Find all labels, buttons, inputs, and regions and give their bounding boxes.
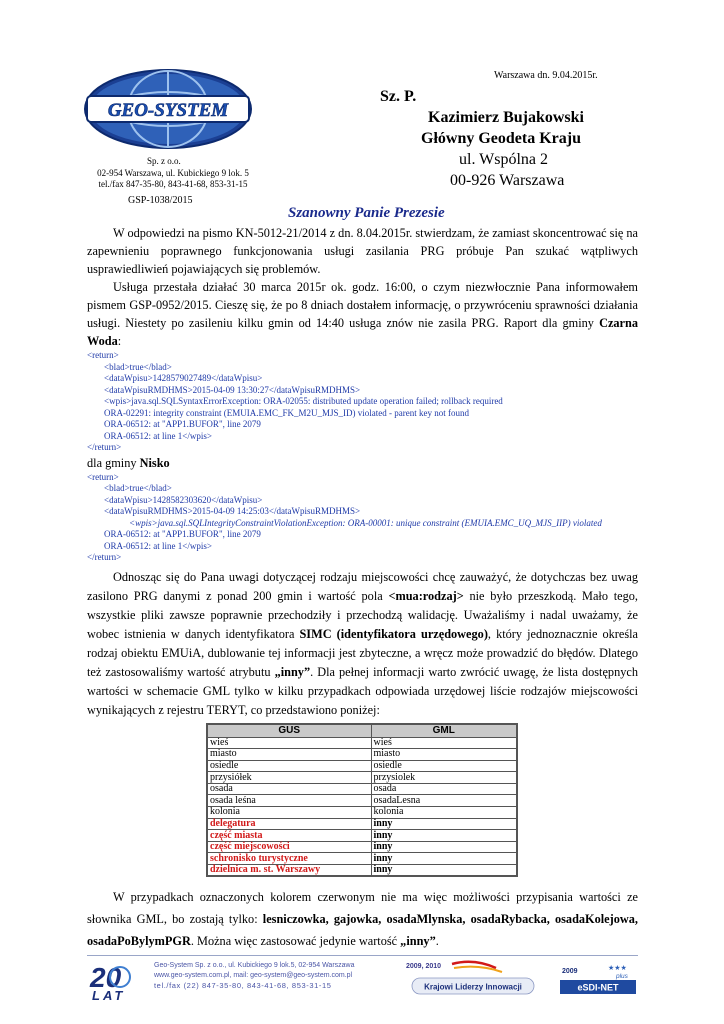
- gml-cell: inny: [371, 853, 517, 865]
- p3-identifier: (identyfikatora urzędowego): [336, 626, 488, 641]
- logo-text: GEO-SYSTEM: [107, 100, 229, 121]
- gus-cell: część miejscowości: [207, 841, 371, 853]
- closing-text: W przypadkach oznaczonych kolorem czerwonym nie ma więc możliwości przypisania wartości ze słownika GML, bo zostają tylko:: [87, 890, 638, 926]
- table-row: [207, 772, 517, 784]
- p3-inny: „inny”: [274, 664, 311, 679]
- company-address-block: [84, 168, 262, 190]
- xml-line: <wpis>java.sql.SQLSyntaxErrorException: ORA-02055: distributed update operation failed; rollback required: [104, 396, 503, 406]
- gus-cell: osada: [207, 783, 371, 795]
- letter-date: Warszawa dn. 9.04.2015r.: [494, 70, 598, 81]
- gus-cell: przysiółek: [207, 772, 371, 784]
- esdi-name: eSDI-NET: [577, 982, 619, 993]
- p3-text: nie było przeszkodą. Mało tego, wszystkie pliki zawsze poprawnie przechodziły i przechodzą walidację. Uważaliśmy i nadal uważamy, że wobec istnienia w danych identyfikatora: [87, 588, 639, 641]
- xml-line: </return>: [87, 552, 122, 562]
- closing-paragraph: [87, 886, 638, 952]
- xml-line: <wpis>java.sql.SQLIntegrityConstraintViolationException: ORA-00001: unique constraint (EMUIA.EMC_UQ_MJS_IIP) violated: [129, 517, 602, 528]
- gus-cell: kolonia: [207, 807, 371, 819]
- xml-line: ORA-06512: at line 1</wpis>: [104, 540, 212, 551]
- salutation: Szanowny Panie Prezesie: [288, 205, 445, 221]
- gml-cell: inny: [371, 830, 517, 842]
- gml-cell: miasto: [371, 749, 517, 761]
- closing-inny: „inny”: [400, 934, 436, 948]
- closing-period: .: [435, 934, 439, 948]
- closing-text: . Można więc zastosować jedynie wartość: [190, 934, 401, 948]
- p3-text: . Dla pełnej informacji warto zwrócić uwagę, że lista dostępnych wartości w schemacie GML tylko w kilku przypadkach odpowiada urzędowej liście rodzajów miejscowości wynikających z rejestru TERYT, co przedstawiono poniżej:: [87, 664, 638, 717]
- footer-phone: tel./fax (22) 847-35-80, 843-41-68, 853-31-15: [154, 981, 332, 990]
- table-row-red: [207, 853, 517, 865]
- paragraph-3: [87, 568, 638, 720]
- table-row: [207, 760, 517, 772]
- recipient-name: Kazimierz Bujakowski: [428, 109, 584, 126]
- company-address: 02-954 Warszawa, ul. Kubickiego 9 lok. 5: [97, 168, 249, 178]
- anniversary-number: 20: [90, 962, 122, 993]
- gml-cell: osiedle: [371, 760, 517, 772]
- table-row: [207, 737, 517, 749]
- gus-gml-table: [206, 723, 518, 877]
- xml-report-czarna-woda: [87, 350, 638, 454]
- closing-values: lesniczowka, gajowka, osadaMlynska, osadaRybacka, osadaKolejowa, osadaPoBylymPGR: [87, 912, 638, 948]
- esdi-net-badge: [556, 962, 638, 996]
- xml-line: <return>: [87, 350, 119, 360]
- company-phone: tel./fax 847-35-80, 843-41-68, 853-31-15: [98, 179, 248, 189]
- gml-cell: kolonia: [371, 807, 517, 819]
- table-row: [207, 749, 517, 761]
- gus-cell: schronisko turystyczne: [207, 853, 371, 865]
- krajowi-liderzy-innowacji-badge: [404, 958, 536, 998]
- xml-line: ORA-02291: integrity constraint (EMUIA.EMC_FK_M2U_MJS_ID) violated - parent key not found: [104, 407, 469, 418]
- recipient-street: ul. Wspólna 2: [459, 151, 549, 168]
- geo-system-logo: [83, 68, 253, 150]
- p3-field-name: <mua:rodzaj>: [388, 588, 464, 603]
- table-row-red: [207, 818, 517, 830]
- xml-line: <return>: [87, 471, 119, 482]
- xml-line: <blad>true</blad>: [104, 483, 172, 493]
- esdi-plus: plus: [616, 973, 628, 980]
- p3-text: , który jednoznacznie określa rodzaj obiektu EMUiA, dublowanie tej informacji jest zbyteczne, a wręcz może prowadzić do błędów. Dlatego też zastosowaliśmy wartość atrybutu: [87, 626, 638, 679]
- nisko-prefix: dla gminy: [87, 455, 140, 470]
- header-gml: GML: [371, 724, 517, 737]
- nisko-label: [87, 454, 638, 472]
- gus-cell: miasto: [207, 749, 371, 761]
- recipient-title: Główny Geodeta Kraju: [421, 130, 581, 147]
- table-row: [207, 783, 517, 795]
- anniversary-20-lat-logo: [88, 961, 148, 1001]
- xml-line: <dataWpisu>1428582303620</dataWpisu>: [104, 494, 263, 505]
- gml-cell: inny: [371, 841, 517, 853]
- paragraph-1: W odpowiedzi na pismo KN-5012-21/2014 z dn. 8.04.2015r. stwierdzam, że zamiast skoncentrować się na zapewnieniu poprawnego funkcjonowania usługi zasilania PRG próbuje Pan szukać wątpliwych usprawiedliwień pojawiających się problemów.: [87, 226, 638, 276]
- paragraph-2: [87, 278, 638, 350]
- esdi-year: 2009: [562, 968, 578, 975]
- table-row-red: [207, 865, 517, 877]
- gus-cell: osiedle: [207, 760, 371, 772]
- gml-cell: inny: [371, 818, 517, 830]
- gus-cell: delegatura: [207, 818, 371, 830]
- footer-contact: [154, 961, 355, 991]
- paragraph-2-text: Usługa przestała działać 30 marca 2015r ok. godz. 16:00, o czym niezwłocznie Pana informowałem pismem GSP-0952/2015. Cieszę się, że po 8 dniach dostałem informację, o przywróceniu sprawności działania usługi. Niestety po zasileniu kilku gmin od 14:40 usługa znów nie zasila PRG. Raport dla gminy: [87, 280, 638, 330]
- table-row-red: [207, 841, 517, 853]
- company-type: Sp. z o.o.: [147, 156, 181, 166]
- p3-simc: SIMC: [299, 626, 332, 641]
- paragraph-2-colon: :: [117, 334, 122, 348]
- gus-cell: osada leśna: [207, 795, 371, 807]
- anniversary-word: LAT: [92, 988, 126, 1001]
- gml-cell: osada: [371, 783, 517, 795]
- table-row: [207, 807, 517, 819]
- gml-cell: wieś: [371, 737, 517, 749]
- xml-line: <dataWpisuRMDHMS>2015-04-09 14:25:03</dataWpisuRMDHMS>: [104, 506, 361, 516]
- xml-line: ORA-06512: at line 1</wpis>: [104, 430, 212, 441]
- gml-cell: przysiolek: [371, 772, 517, 784]
- gml-cell: osadaLesna: [371, 795, 517, 807]
- xml-line: <dataWpisu>1428579027489</dataWpisu>: [104, 373, 263, 383]
- gmina-nisko: Nisko: [139, 455, 170, 470]
- gus-cell: wieś: [207, 737, 371, 749]
- table-row: [207, 795, 517, 807]
- recipient-address: [380, 86, 584, 191]
- letter-body: [87, 224, 638, 720]
- award-name: Krajowi Liderzy Innowacji: [424, 982, 522, 992]
- gml-cell: inny: [371, 865, 517, 877]
- table-row-red: [207, 830, 517, 842]
- footer-address: Geo-System Sp. z o.o., ul. Kubickiego 9 lok.5, 02-954 Warszawa: [154, 962, 355, 969]
- footer-web-mail: www.geo-system.com.pl, mail: geo-system@geo-system.com.pl: [154, 972, 353, 979]
- footer-divider: [87, 955, 638, 956]
- xml-line: ORA-06512: at "APP1.BUFOR", line 2079: [104, 529, 261, 539]
- reference-number: GSP-1038/2015: [128, 195, 193, 206]
- xml-line: <blad>true</blad>: [104, 361, 172, 372]
- p3-text: Odnosząc się do Pana uwagi dotyczącej rodzaju miejscowości chcę zauważyć, że dotychczas bez uwag zasilono PRG danymi z ponad 200 gmin i wartość pola: [87, 569, 638, 603]
- gmina-czarna-woda: Czarna Woda: [87, 316, 638, 348]
- table-header-row: [207, 724, 517, 737]
- gus-cell: dzielnica m. st. Warszawy: [207, 865, 371, 877]
- xml-line: <dataWpisuRMDHMS>2015-04-09 13:30:27</dataWpisuRMDHMS>: [104, 384, 361, 395]
- header-gus: GUS: [207, 724, 371, 737]
- xml-report-nisko: [87, 472, 638, 564]
- xml-line: ORA-06512: at "APP1.BUFOR", line 2079: [104, 419, 261, 429]
- stars-icon: ★★★: [608, 964, 627, 972]
- gus-cell: część miasta: [207, 830, 371, 842]
- xml-line: </return>: [87, 442, 122, 452]
- recipient-city: 00-926 Warszawa: [450, 172, 565, 189]
- award-years: 2009, 2010: [406, 963, 442, 970]
- recipient-line1: Sz. P.: [380, 88, 417, 105]
